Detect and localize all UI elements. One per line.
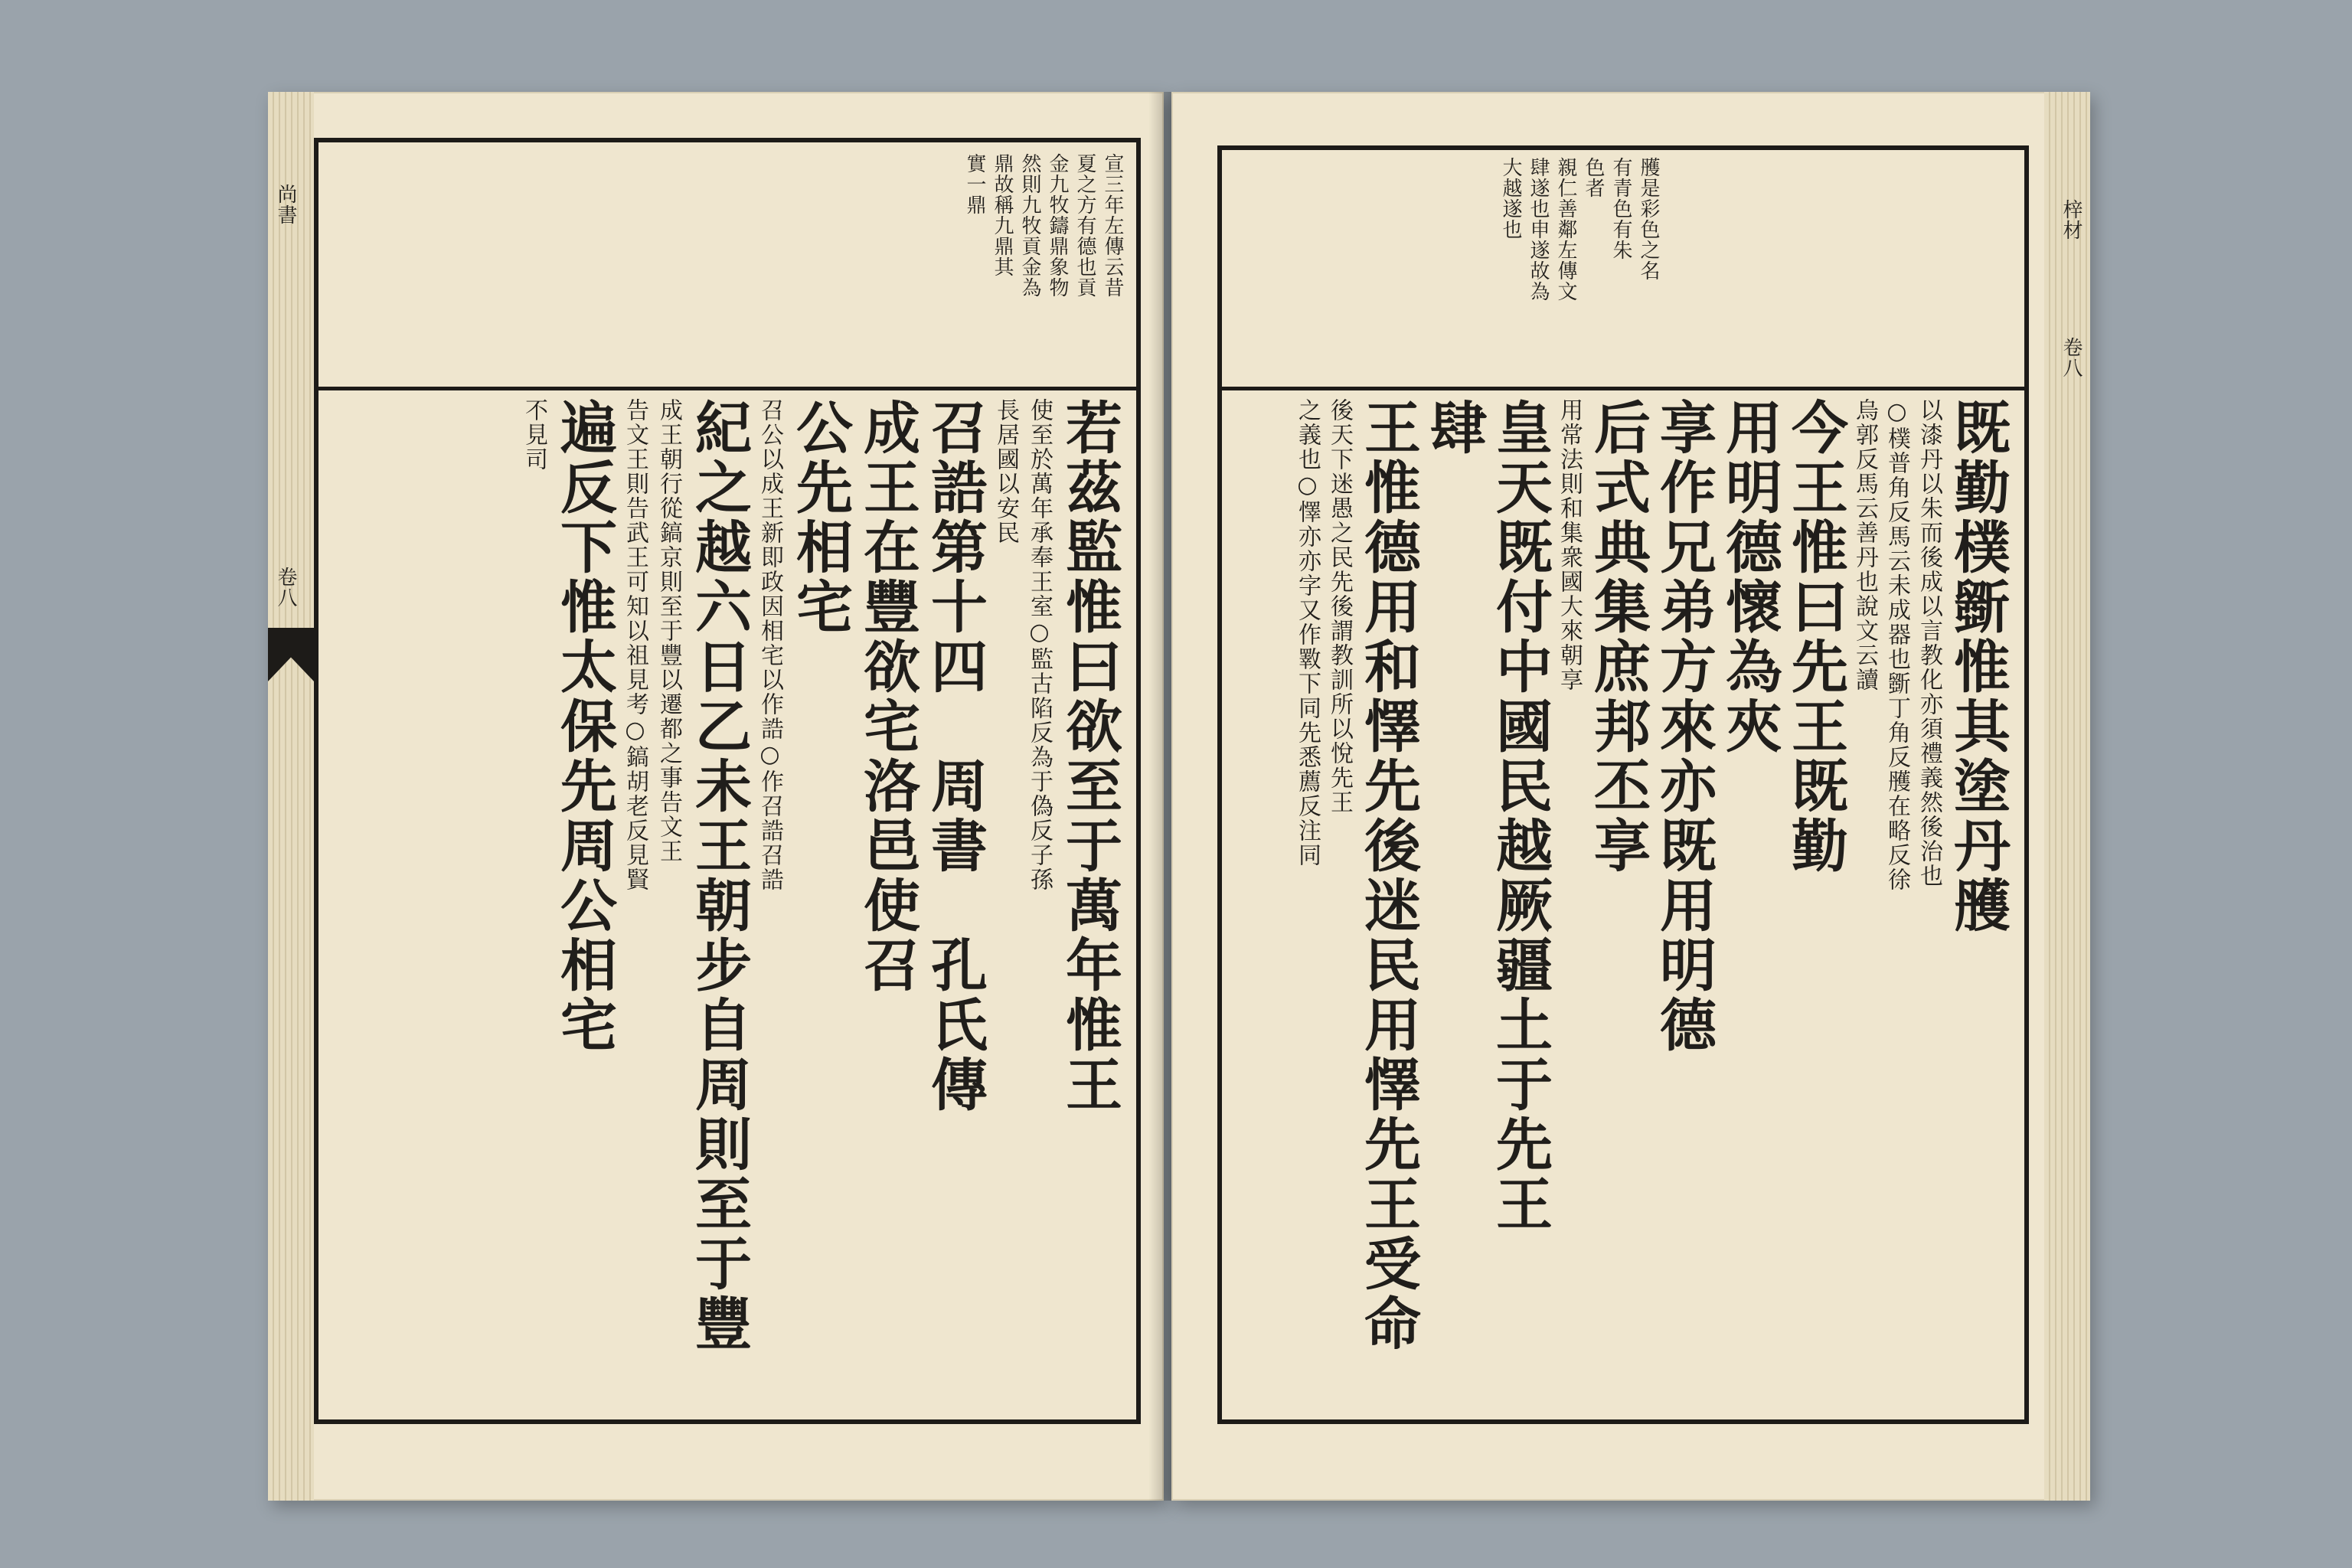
header-note-line: 肆遂也申遂故為 bbox=[1527, 157, 1550, 302]
text-column: 使至於萬年承奉王室○監古陷反為于偽反子孫 bbox=[1026, 398, 1053, 892]
left-marginal-title: 尚書 bbox=[274, 184, 297, 225]
text-column: 王惟德用和懌先後迷民用懌先王受命 bbox=[1355, 398, 1421, 1354]
text-column: 成王在豐欲宅洛邑使召 bbox=[854, 398, 920, 995]
text-column: 公先相宅 bbox=[787, 398, 853, 637]
header-note-line: 鼎故稱九鼎其 bbox=[991, 153, 1014, 277]
header-note-line: 金九牧鑄鼎象物 bbox=[1046, 153, 1069, 298]
header-note-line: 色者 bbox=[1582, 157, 1605, 198]
right-page bbox=[1171, 92, 2090, 1501]
text-column: 紀之越六日乙未王朝步自周則至于豐 bbox=[686, 398, 752, 1354]
text-column: 享作兄弟方來亦既用明德 bbox=[1651, 398, 1717, 1055]
left-volume-label: 卷八 bbox=[274, 567, 297, 608]
header-note-line: 大越遂也 bbox=[1499, 157, 1522, 240]
text-column: 用明德懷為夾 bbox=[1717, 398, 1782, 756]
text-column: 以漆丹以朱而後成以言教化亦須禮義然後治也 bbox=[1916, 398, 1942, 888]
text-column: 今王惟曰先王既勤 bbox=[1782, 398, 1848, 876]
text-column: 后式典集庶邦丕享 bbox=[1585, 398, 1651, 876]
text-column: 召誥第十四 周書 孔氏傳 bbox=[922, 398, 988, 1115]
text-column: 烏郭反馬云善丹也說文云讀 bbox=[1851, 398, 1878, 692]
left-page bbox=[268, 92, 1164, 1501]
right-page-edge bbox=[2044, 92, 2090, 1501]
header-note-line: 然則九牧貢金為 bbox=[1018, 153, 1041, 298]
text-column: 若茲監惟曰欲至于萬年惟王 bbox=[1057, 398, 1122, 1115]
text-column: 肆 bbox=[1421, 398, 1487, 458]
open-book bbox=[268, 92, 2090, 1501]
left-page-header-rule bbox=[314, 387, 1141, 390]
header-note-line: 夏之方有德也貢 bbox=[1073, 153, 1096, 298]
header-note-line: 雘是彩色之名 bbox=[1637, 157, 1660, 281]
text-column: 長居國以安民 bbox=[992, 398, 1019, 545]
header-note-line: 實一鼎 bbox=[963, 153, 986, 215]
text-column: 皇天既付中國民越厥疆土于先王 bbox=[1487, 398, 1553, 1234]
text-column: 召公以成王新即政因相宅以作誥○作召誥召誥 bbox=[756, 398, 783, 892]
header-note-line: 宣三年左傳云昔 bbox=[1101, 153, 1124, 298]
right-page-header-rule bbox=[1217, 387, 2029, 390]
text-column: 後天下迷愚之民先後謂教訓所以悅先王 bbox=[1326, 398, 1353, 815]
text-column: 成王朝行從鎬京則至于豐以遷都之事告文王 bbox=[655, 398, 682, 864]
right-marginal-title: 梓材 bbox=[2060, 199, 2082, 240]
text-column: 既勤樸斵惟其塗丹雘 bbox=[1945, 398, 2011, 936]
text-column: 之義也○懌亦亦字又作斁下同先悉薦反注同 bbox=[1294, 398, 1321, 867]
header-note-line: 有青色有朱 bbox=[1609, 157, 1632, 260]
text-column: 遍反下惟太保先周公相宅 bbox=[551, 398, 617, 1055]
left-page-edge bbox=[268, 92, 314, 1501]
text-column: 告文王則告武王可知以祖見考○鎬胡老反見賢 bbox=[622, 398, 648, 892]
right-volume-label: 卷八 bbox=[2060, 337, 2082, 378]
header-note-line: 親仁善鄰左傳文 bbox=[1554, 157, 1577, 302]
text-column: 用常法則和集衆國大來朝享 bbox=[1556, 398, 1583, 692]
text-column: 不見司 bbox=[521, 398, 547, 472]
text-column: ○樸普角反馬云未成器也斵丁角反雘在略反徐 bbox=[1883, 398, 1910, 892]
